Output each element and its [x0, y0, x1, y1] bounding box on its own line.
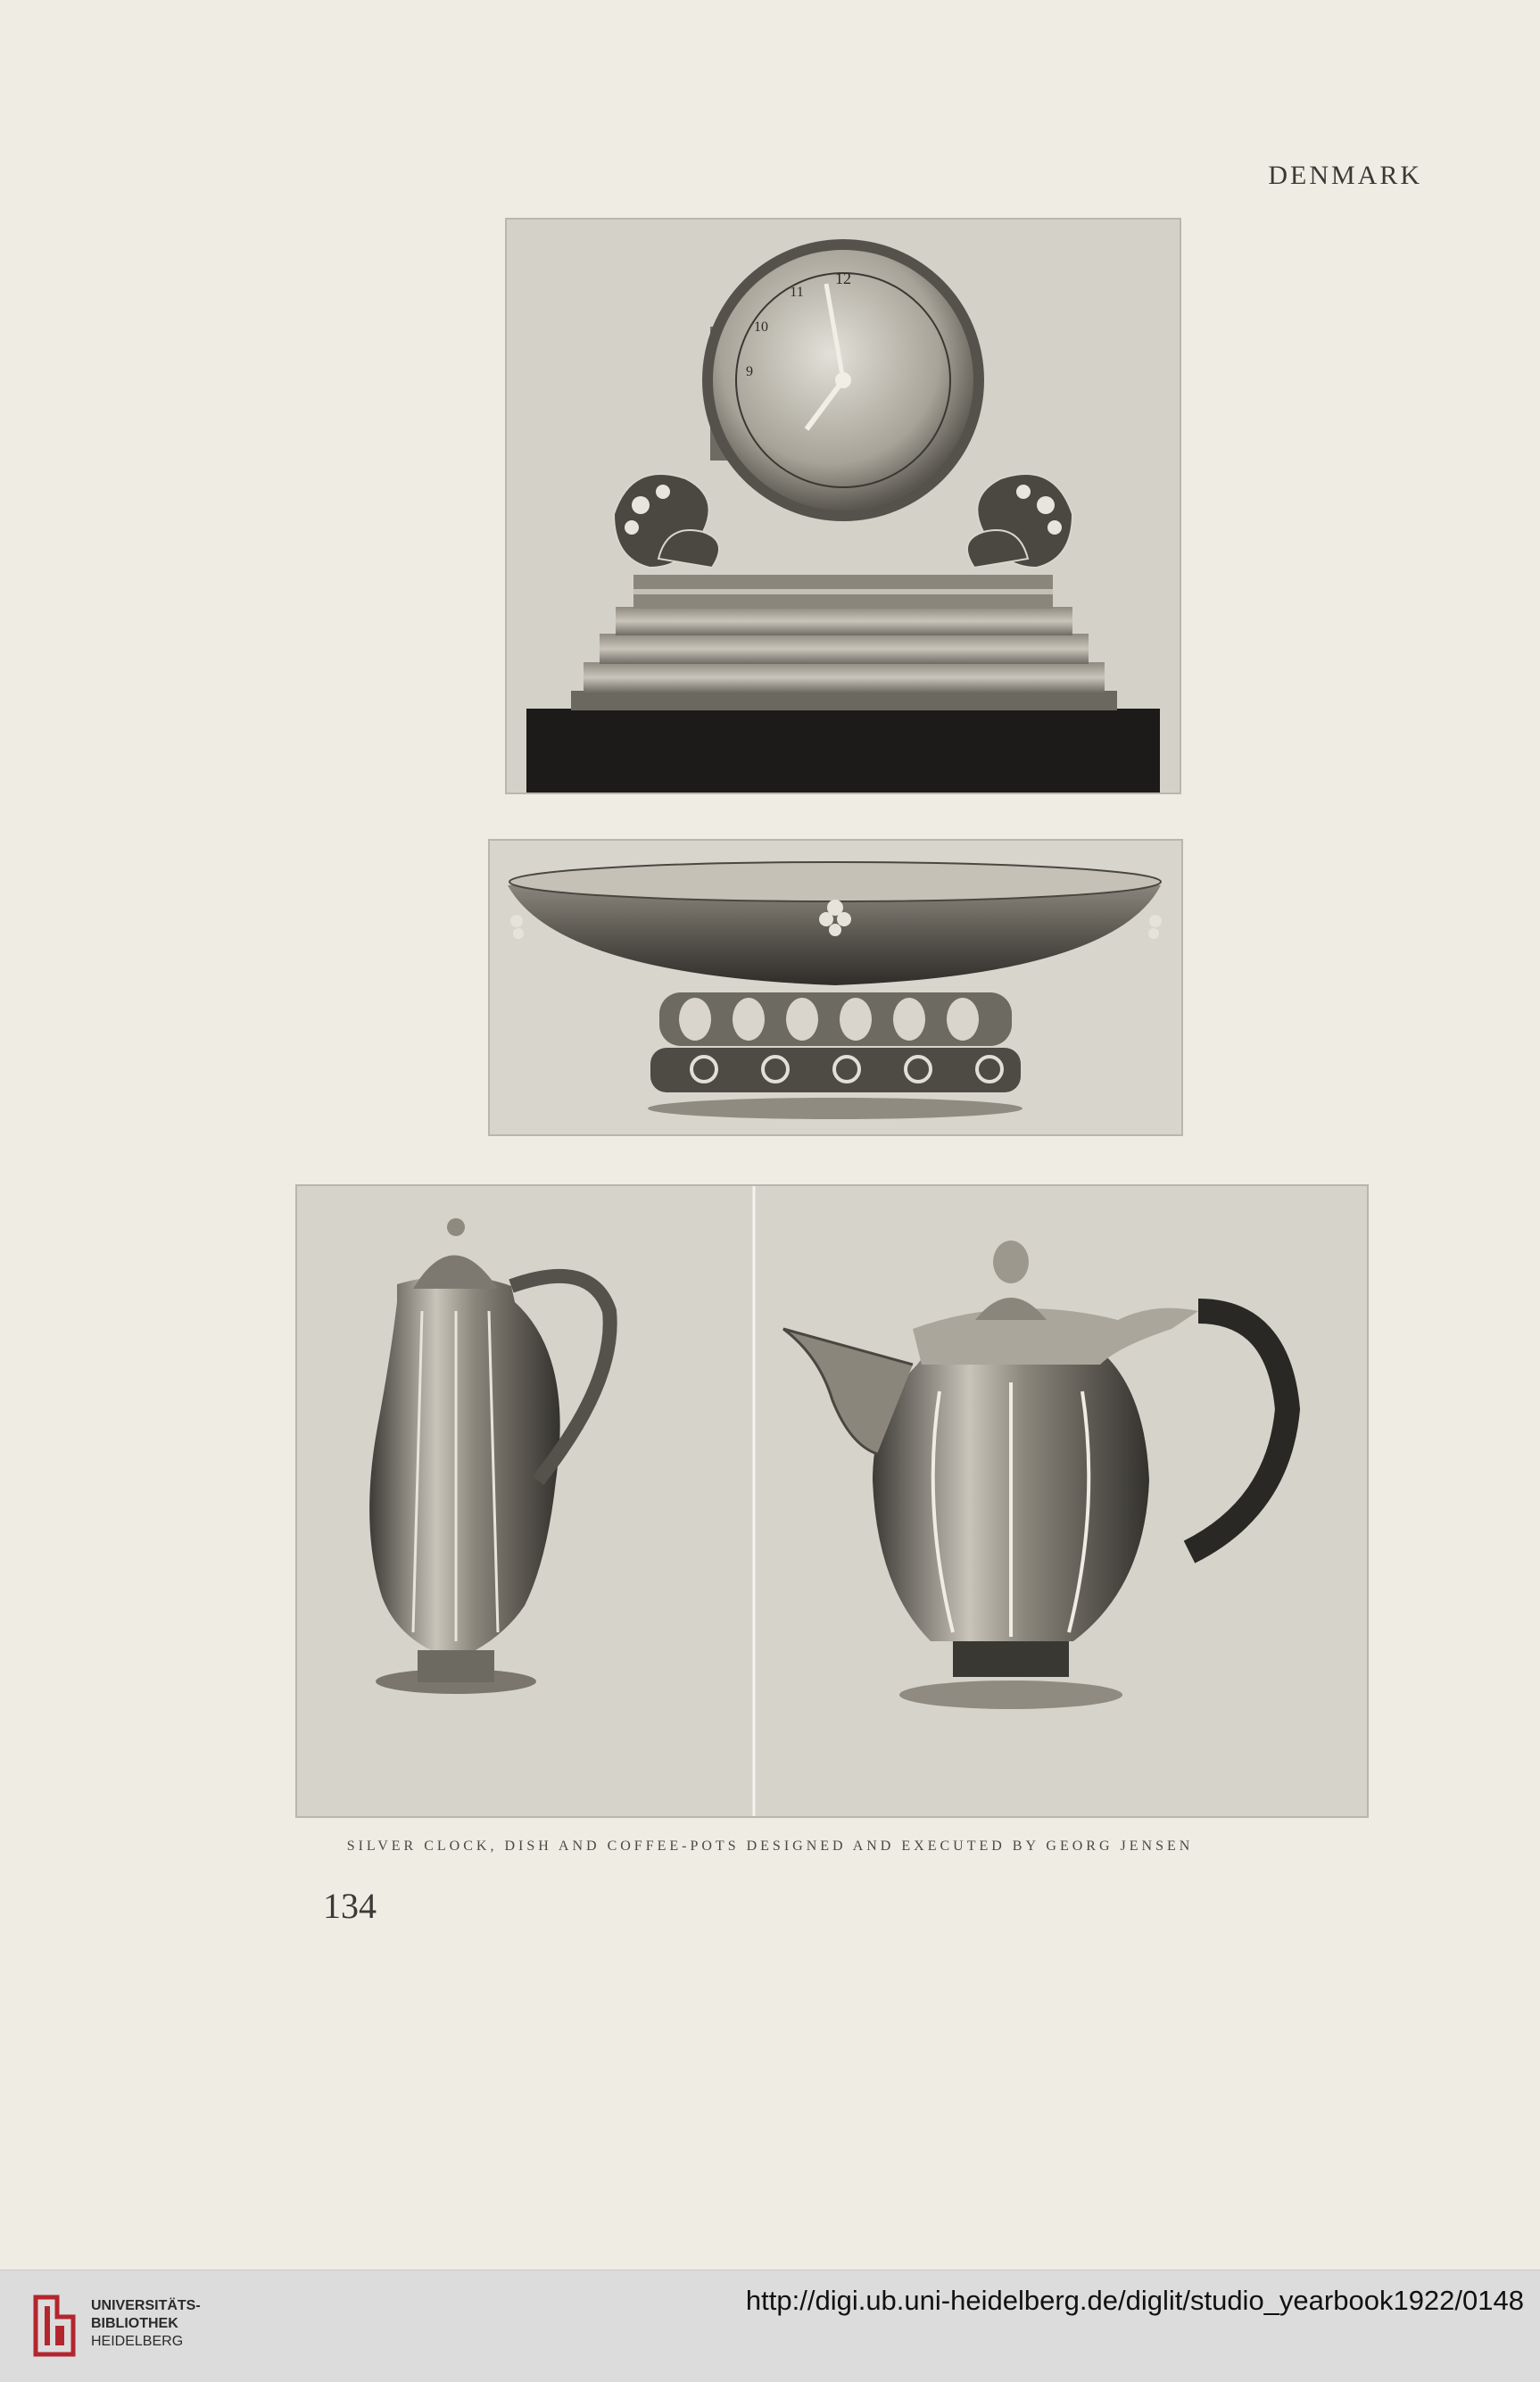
library-name[interactable]: [91, 2297, 201, 2351]
clock-numeral-10: 10: [754, 320, 768, 335]
library-name-line-2: BIBLIOTHEK: [91, 2316, 178, 2331]
clock-numeral-12: 12: [835, 270, 851, 287]
figure-caption: SILVER CLOCK, DISH AND COFFEE-POTS DESIGNED AND EXECUTED BY GEORG JENSEN: [346, 1838, 1194, 1854]
clock-numeral-9: 9: [746, 364, 753, 379]
section-label: DENMARK: [1268, 161, 1422, 190]
library-name-line-1: UNIVERSITÄTS-: [91, 2298, 201, 2313]
dish-photograph: [488, 839, 1183, 1136]
coffee-pots-illustration: [297, 1186, 1367, 1816]
source-url-link[interactable]: http://digi.ub.uni-heidelberg.de/diglit/studio_yearbook1922/0148: [745, 2285, 1524, 2316]
university-library-logo-icon[interactable]: [30, 2290, 79, 2361]
dish-illustration: [490, 841, 1181, 1134]
library-name-line-3: HEIDELBERG: [91, 2334, 184, 2349]
clock-photograph: [505, 218, 1181, 794]
clock-numeral-11: 11: [790, 285, 804, 300]
coffee-pots-photograph: [295, 1184, 1369, 1818]
page-number: 134: [323, 1886, 377, 1926]
clock-illustration: [507, 220, 1180, 793]
